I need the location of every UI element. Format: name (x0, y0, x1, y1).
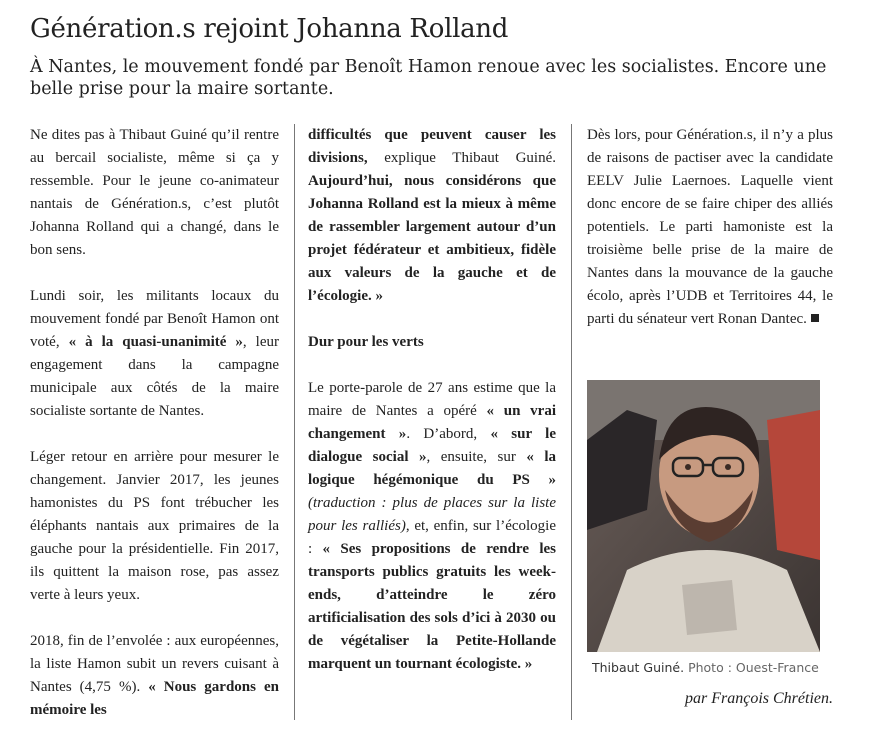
paragraph: Léger retour en arrière pour mesurer le changement. Janvier 2017, les jeunes hamonistes du PS font trébucher les éléphants nantais aux primaires de la gauche pour la présidentielle. Fin 2017, ils quittent la maison rose, pas assez verte à leurs yeux. (30, 449, 279, 603)
paragraph: 2018, fin de l’envolée : aux européennes, la liste Hamon subit un revers cuisant à Nantes (4,75 %). « Nous gardons en mémoire les (30, 633, 279, 718)
end-square-icon (811, 314, 819, 322)
quote: Aujourd’hui, nous considérons que Johanna Rolland est la mieux à même de rassembler largement autour d’un projet fédérateur et ambitieux, fidèle aux valeurs de la gauche et de l’écologie. » (308, 173, 556, 304)
photo-caption (592, 660, 832, 675)
byline: par François Chrétien. (685, 690, 833, 707)
subheading: Dur pour les verts (308, 334, 424, 350)
paragraph: difficultés que peuvent causer les divisions, explique Thibaut Guiné. Aujourd’hui, nous considérons que Johanna Rolland est la mieux à même de rassembler largement autour d’un projet fédérateur et ambitieux, fidèle aux valeurs de la gauche et de l’écologie. » (308, 127, 556, 304)
article-column-2 (308, 124, 556, 699)
portrait-illustration (587, 380, 820, 652)
quote: « Nous gardons en mémoire les (30, 679, 279, 718)
paragraph: Ne dites pas à Thibaut Guiné qu’il rentre au bercail socialiste, même si ça y ressemble. Pour le jeune co-animateur nantais de Génération.s, c’est plutôt Johanna Rolland qui a changé, dans le bon sens. (30, 127, 279, 258)
paragraph: Le porte-parole de 27 ans estime que la maire de Nantes a opéré « un vrai changement ». D’abord, « sur le dialogue social », ensuite, sur « la logique hégémonique du PS » (traduction : plus de places sur la liste pour les ralliés), et, enfin, sur l’écologie : « Ses propositions de rendre les transports publics gratuits les week-ends, d’atteindre le zéro artificialisation des sols d’ici à 2030 ou de végétaliser la Petite-Hollande marquent un tournant écologiste. » (308, 380, 556, 672)
paragraph: Lundi soir, les militants locaux du mouvement fondé par Benoît Hamon ont voté, « à la quasi-unanimité », leur engagement dans la campagne municipale aux côtés de la maire socialiste sortante de Nantes. (30, 288, 279, 419)
article-lead: À Nantes, le mouvement fondé par Benoît Hamon renoue avec les socialistes. Encore une belle prise pour la maire sortante. (30, 57, 827, 99)
column-divider-1 (294, 124, 295, 720)
article-column-1 (30, 124, 279, 745)
quote: « à la quasi-unanimité » (68, 334, 243, 350)
article-title: Génération.s rejoint Johanna Rolland (30, 14, 509, 44)
paragraph: Dès lors, pour Génération.s, il n’y a plus de raisons de pactiser avec la candidate EELV Julie Laernoes. Laquelle vient donc encore de se faire chiper des alliés potentiels. Le parti hamoniste est la troisième belle prise de la maire de Nantes dans la mouvance de la gauche écolo, après l’UDB et Territoires 44, le parti du sénateur vert Ronan Dantec. (587, 127, 833, 327)
article-column-3 (587, 124, 833, 354)
article-photo (587, 380, 820, 652)
caption-credit: Photo : Ouest-France (684, 660, 819, 675)
quote: difficultés que peuvent causer les divisions, (308, 127, 556, 166)
caption-name: Thibaut Guiné. (592, 660, 685, 675)
column-divider-2 (571, 124, 572, 720)
